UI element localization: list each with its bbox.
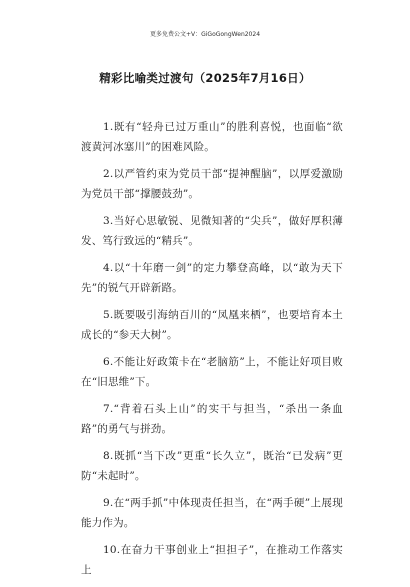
paragraph-5: 5.既要吸引海纳百川的“凤凰来栖”，也要培育本土成长的“参天大树”。 <box>81 309 343 341</box>
document-title: 精彩比喻类过渡句（2025年7月16日） <box>99 71 311 85</box>
document-body <box>81 117 343 587</box>
paragraph-10: 10.在奋力干事创业上“担担子”，在推动工作落实上 <box>81 544 343 576</box>
header-note: 更多免费公文+V：GiGoGongWen2024 <box>149 31 261 38</box>
paragraph-6: 6.不能让好政策卡在“老脑筋”上，不能让好项目败在“旧思维”下。 <box>81 356 343 388</box>
paragraph-3: 3.当好心思敏锐、见微知著的“尖兵”，做好厚积薄发、笃行致远的“精兵”。 <box>81 215 343 247</box>
paragraph-1: 1.既有“轻舟已过万重山”的胜利喜悦，也面临“欲渡黄河冰塞川”的困难风险。 <box>81 121 343 153</box>
paragraph-2: 2.以严管约束为党员干部“提神醒脑”，以厚爱激励为党员干部“撑腰鼓劲”。 <box>81 168 343 200</box>
paragraph-8: 8.既抓“当下改”更重“长久立”，既治“已发病”更防“未起时”。 <box>81 450 343 482</box>
paragraph-4: 4.以“十年磨一剑”的定力攀登高峰，以“敢为天下先”的锐气开辟新路。 <box>81 262 343 294</box>
paragraph-9: 9.在“两手抓”中体现责任担当，在“两手硬”上展现能力作为。 <box>81 497 343 529</box>
paragraph-7: 7.“背着石头上山”的实干与担当，“杀出一条血路”的勇气与拼劲。 <box>81 403 343 435</box>
